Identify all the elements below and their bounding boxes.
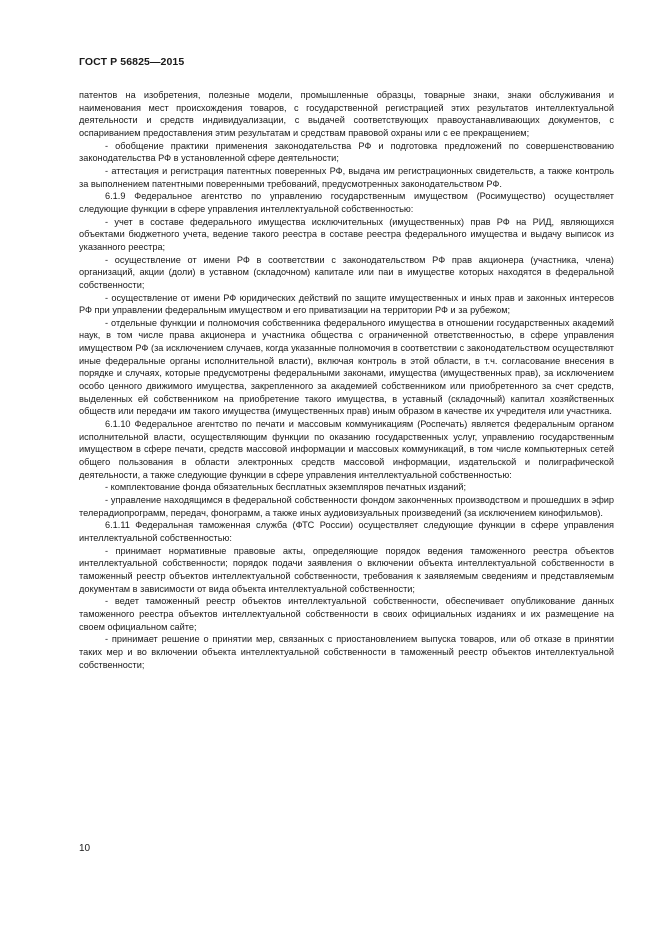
paragraph: патентов на изобретения, полезные модели, промышленные образцы, товарные знаки, знаки обслуживания и наименования мест происхождения товаров, с государственной регистрацией этих результатов интеллектуальной деятельности и средств индивидуализации, с выдачей соответствующих правоустанавливающих документов, с оспариванием предоставления этим результатам и средствам правовой охраны или с ее прекращением; [79, 90, 614, 138]
document-header: ГОСТ Р 56825—2015 [79, 56, 185, 68]
paragraph: - отдельные функции и полномочия собственника федерального имущества в отношении государственных академий наук, в том числе права акционера и участника общества с ограниченной ответственностью, в сфере управления имуществом РФ (за исключением случаев, когда указанные полномочия в соответствии с законодательством осуществляют иные федеральные органы исполнительной власти), включая контроль в этой области, в т.ч. согласование внесения в порядке и случаях, которые предусмотрены федеральными законами, имущества (имущественных прав), за исключением особо ценного движимого имущества, закрепленного за академией собственником или приобретенного за счет средств, выделенных ей собственником на приобретение такого имущества, в уставный (складочный) капитал хозяйственных обществ или передачи им такого имущества (имущественных прав) иным образом в качестве их учредителя или участника. [79, 317, 614, 417]
paragraph: - осуществление от имени РФ в соответствии с законодательством РФ прав акционера (участника, члена) организаций, акции (доли) в уставном (складочном) капитале или паи в имуществе которых находятся в федеральной собственности; [79, 254, 614, 290]
paragraph: - комплектование фонда обязательных бесплатных экземпляров печатных изданий; [105, 482, 467, 493]
paragraph: - принимает решение о принятии мер, связанных с приостановлением выпуска товаров, или об отказе в принятии таких мер и во включении объекта интеллектуальной собственности в таможенный реестр объектов интеллектуальной собственности; [79, 634, 614, 670]
paragraph: 6.1.11 Федеральная таможенная служба (ФТС России) осуществляет следующие функции в сфере управления интеллектуальной собственностью: [79, 520, 614, 543]
paragraph: - осуществление от имени РФ юридических действий по защите имущественных и иных прав и законных интересов РФ при управлении федеральным имуществом и его приватизации на территории РФ и за рубежом; [79, 292, 614, 316]
paragraph: - аттестация и регистрация патентных поверенных РФ, выдача им регистрационных свидетельств, а также контроль за выполнением патентными поверенными требований, предусмотренных законодательством РФ. [79, 165, 614, 189]
paragraph: - ведет таможенный реестр объектов интеллектуальной собственности, обеспечивает опубликование данных таможенного реестра объектов интеллектуальной собственности в своих официальных изданиях и их размещение на своем официальном сайте; [79, 596, 614, 632]
paragraph: 6.1.9 Федеральное агентство по управлению государственным имуществом (Росимущество) осуществляет следующие функции в сфере управления интеллектуальной собственностью: [79, 191, 614, 214]
paragraph: - обобщение практики применения законодательства РФ и подготовка предложений по совершенствованию законодательства РФ в установленной сфере деятельности; [79, 140, 614, 164]
paragraph: 6.1.10 Федеральное агентство по печати и массовым коммуникациям (Роспечать) является федеральным органом исполнительной власти, осуществляющим функции по оказанию государственных услуг, управлению государственным имуществом в сфере печати, средств массовой информации и массовых коммуникаций, в том числе компьютерных сетей общего пользования в области электронных средств массовой информации, издательской и полиграфической деятельности, а также следующие функции в сфере управления интеллектуальной собственностью: [79, 419, 614, 480]
page-number: 10 [79, 843, 91, 854]
paragraph: - учет в составе федерального имущества исключительных (имущественных) прав РФ на РИД, являющихся объектами бюджетного учета, ведение такого реестра в составе реестра федерального имущества и выдачу выписок из указанного реестра; [79, 216, 614, 252]
paragraph: - принимает нормативные правовые акты, определяющие порядок ведения таможенного реестра объектов интеллектуальной собственности; порядок подачи заявления о включении объекта интеллектуальной собственности в таможенный реестр объектов интеллектуальной собственности, требования к заявляемым сведениям и представляемым документам в зависимости от вида объекта интеллектуальной собственности; [79, 545, 614, 594]
document-body [79, 89, 614, 671]
paragraph: - управление находящимся в федеральной собственности фондом законченных производством и прошедших в эфир телерадиопрограмм, передач, фонограмм, а также иных аудиовизуальных произведений (за исключением кинофильмов). [79, 495, 614, 518]
